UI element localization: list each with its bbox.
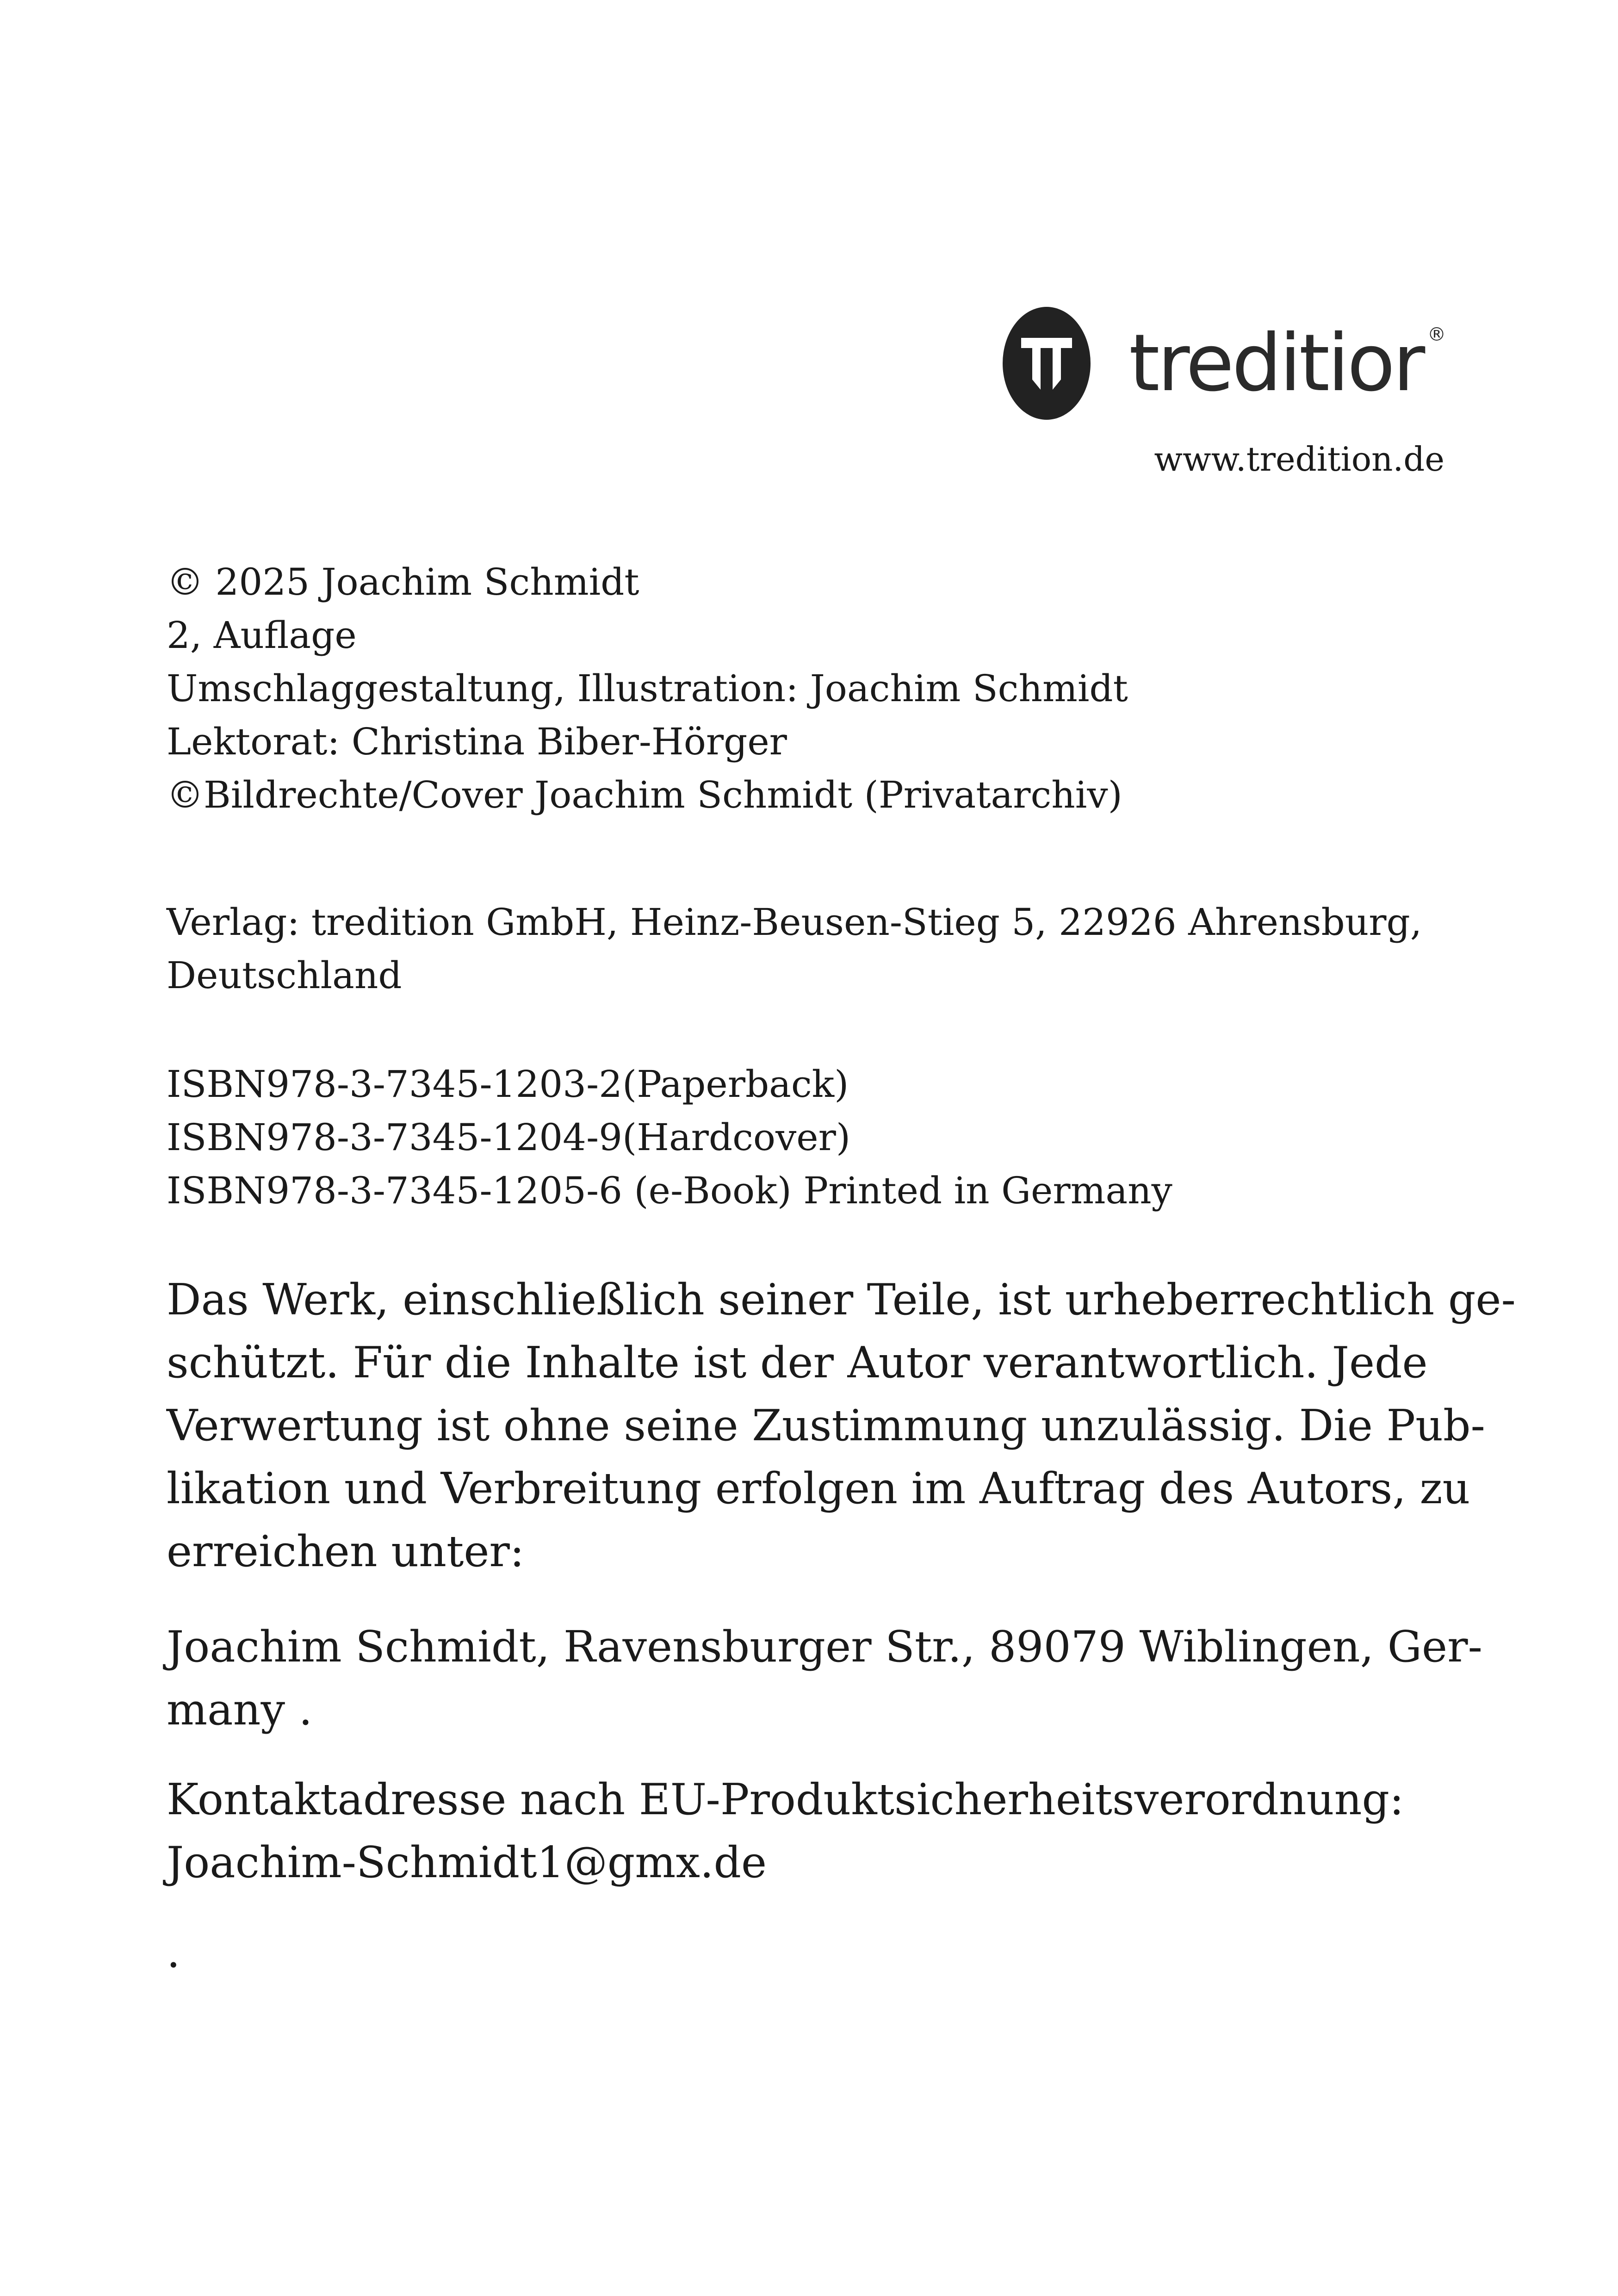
logo-wordmark: treditior	[1129, 317, 1423, 409]
address-line: Joachim Schmidt, Ravensburger Str., 89079 Wiblingen, Ger-	[167, 1622, 1482, 1672]
notice-line: likation und Verbreitung erfolgen im Auftrag des Autors, zu	[167, 1463, 1470, 1513]
copyright-notice	[167, 1268, 1516, 1583]
tredition-logo-icon	[1002, 305, 1092, 421]
address-line: many .	[167, 1685, 313, 1735]
notice-line: Verwertung ist ohne seine Zustimmung unzulässig. Die Pub-	[167, 1400, 1485, 1450]
publisher-block	[167, 896, 1444, 1002]
notice-line: Das Werk, einschließlich seiner Teile, ist urheberrechtlich ge-	[167, 1275, 1516, 1325]
edition-line: 2, Auflage	[167, 614, 357, 657]
isbn-hardcover: ISBN978-3-7345-1204-9(Hardcover)	[167, 1116, 851, 1159]
isbn-ebook: ISBN978-3-7345-1205-6 (e-Book) Printed in Germany	[167, 1169, 1172, 1212]
author-address	[167, 1615, 1482, 1741]
copyright-line: © 2025 Joachim Schmidt	[167, 560, 639, 604]
trailing-dot: .	[167, 1927, 180, 1977]
contact-email[interactable]: Joachim-Schmidt1@gmx.de	[167, 1837, 767, 1887]
registered-trademark: ®	[1427, 324, 1446, 345]
notice-line: erreichen unter:	[167, 1526, 525, 1576]
notice-line: schützt. Für die Inhalte ist der Autor verantwortlich. Jede	[167, 1338, 1428, 1388]
publisher-country-line: Deutschland	[167, 954, 402, 997]
contact-block	[167, 1768, 1453, 1894]
publisher-address-line: Verlag: tredition GmbH, Heinz-Beusen-Stieg 5, 22926 Ahrensburg,	[167, 901, 1422, 944]
publisher-logo	[1002, 305, 1446, 421]
isbn-paperback: ISBN978-3-7345-1203-2(Paperback)	[167, 1063, 849, 1106]
isbn-block	[167, 1058, 1444, 1217]
image-rights-line: ©Bildrechte/Cover Joachim Schmidt (Privatarchiv)	[167, 773, 1122, 816]
contact-label: Kontaktadresse nach EU-Produktsicherheitsverordnung:	[167, 1774, 1404, 1824]
cover-design-line: Umschlaggestaltung, Illustration: Joachim Schmidt	[167, 667, 1128, 710]
credits-block	[167, 555, 1444, 821]
editor-line: Lektorat: Christina Biber-Hörger	[167, 720, 787, 763]
publisher-website: www.tredition.de	[1154, 440, 1444, 479]
